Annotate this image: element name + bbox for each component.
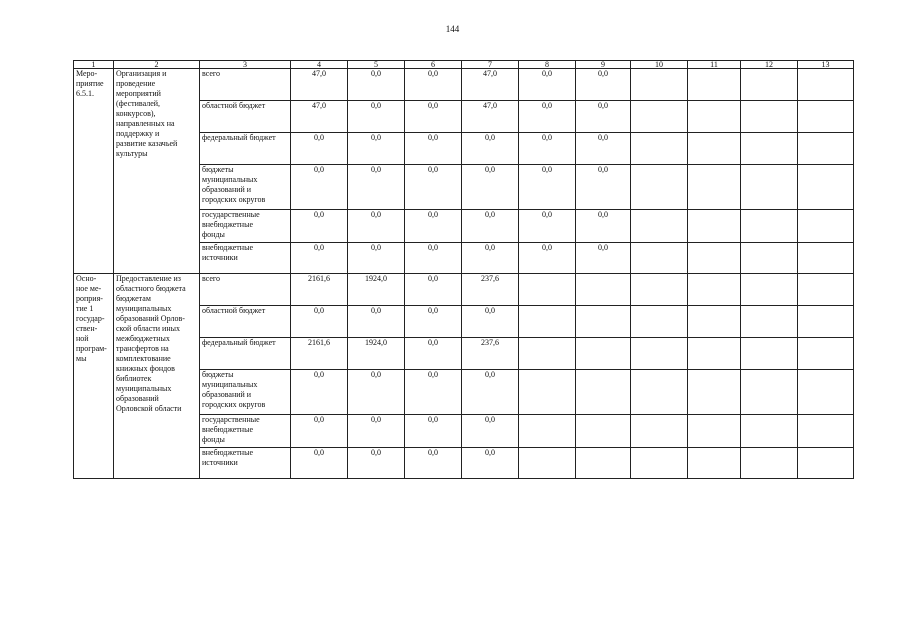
value-cell bbox=[741, 165, 798, 210]
value-cell: 0,0 bbox=[462, 133, 519, 165]
value-cell: 0,0 bbox=[348, 101, 405, 133]
value-cell: 0,0 bbox=[291, 133, 348, 165]
value-cell: 0,0 bbox=[519, 101, 576, 133]
value-cell bbox=[688, 69, 741, 101]
value-cell: 1924,0 bbox=[348, 338, 405, 370]
value-cell: 0,0 bbox=[291, 306, 348, 338]
value-cell bbox=[741, 448, 798, 479]
column-header: 6 bbox=[405, 61, 462, 69]
funding-source-cell: областной бюджет bbox=[200, 101, 291, 133]
value-cell bbox=[798, 69, 854, 101]
value-cell bbox=[631, 133, 688, 165]
value-cell: 0,0 bbox=[405, 101, 462, 133]
funding-source-cell: государственные внебюджетные фонды bbox=[200, 415, 291, 448]
value-cell bbox=[688, 274, 741, 306]
value-cell bbox=[798, 210, 854, 243]
page-number: 144 bbox=[445, 24, 460, 34]
table-row bbox=[74, 274, 854, 306]
value-cell bbox=[519, 338, 576, 370]
value-cell bbox=[798, 338, 854, 370]
value-cell bbox=[688, 338, 741, 370]
value-cell bbox=[576, 448, 631, 479]
value-cell bbox=[576, 370, 631, 415]
funding-source-cell: всего bbox=[200, 274, 291, 306]
value-cell: 0,0 bbox=[576, 133, 631, 165]
value-cell bbox=[741, 370, 798, 415]
column-header: 13 bbox=[798, 61, 854, 69]
activity-description-cell: Предоставление из областного бюджета бюджетам муниципальных образований Орлов- ской области иных межбюджетных трансфертов на комплектование книжных фондов библиотек муниципальных образований Орловской области bbox=[114, 274, 200, 479]
value-cell: 0,0 bbox=[405, 415, 462, 448]
value-cell: 0,0 bbox=[405, 448, 462, 479]
value-cell bbox=[631, 415, 688, 448]
value-cell bbox=[519, 415, 576, 448]
value-cell: 0,0 bbox=[405, 243, 462, 274]
value-cell: 0,0 bbox=[405, 165, 462, 210]
value-cell: 237,6 bbox=[462, 274, 519, 306]
value-cell: 0,0 bbox=[348, 415, 405, 448]
value-cell bbox=[741, 338, 798, 370]
funding-source-cell: бюджеты муниципальных образований и городских округов bbox=[200, 370, 291, 415]
value-cell: 0,0 bbox=[405, 338, 462, 370]
value-cell bbox=[688, 448, 741, 479]
value-cell: 0,0 bbox=[462, 165, 519, 210]
value-cell bbox=[798, 165, 854, 210]
value-cell: 2161,6 bbox=[291, 338, 348, 370]
value-cell bbox=[576, 415, 631, 448]
value-cell bbox=[741, 101, 798, 133]
value-cell: 1924,0 bbox=[348, 274, 405, 306]
value-cell: 0,0 bbox=[291, 210, 348, 243]
value-cell bbox=[519, 370, 576, 415]
value-cell bbox=[631, 243, 688, 274]
value-cell bbox=[631, 210, 688, 243]
value-cell: 47,0 bbox=[291, 69, 348, 101]
value-cell: 0,0 bbox=[519, 210, 576, 243]
value-cell: 0,0 bbox=[576, 165, 631, 210]
value-cell: 0,0 bbox=[348, 448, 405, 479]
value-cell bbox=[631, 101, 688, 133]
value-cell bbox=[688, 370, 741, 415]
value-cell bbox=[798, 243, 854, 274]
value-cell: 0,0 bbox=[405, 274, 462, 306]
funding-source-cell: внебюджетные источники bbox=[200, 448, 291, 479]
column-header: 8 bbox=[519, 61, 576, 69]
column-header: 7 bbox=[462, 61, 519, 69]
value-cell: 0,0 bbox=[291, 415, 348, 448]
value-cell bbox=[741, 69, 798, 101]
value-cell: 0,0 bbox=[348, 69, 405, 101]
value-cell bbox=[631, 274, 688, 306]
value-cell: 0,0 bbox=[291, 448, 348, 479]
value-cell: 0,0 bbox=[348, 243, 405, 274]
value-cell bbox=[631, 69, 688, 101]
value-cell bbox=[741, 274, 798, 306]
column-header: 3 bbox=[200, 61, 291, 69]
column-header: 9 bbox=[576, 61, 631, 69]
value-cell: 0,0 bbox=[405, 370, 462, 415]
funding-source-cell: всего bbox=[200, 69, 291, 101]
value-cell bbox=[688, 210, 741, 243]
value-cell bbox=[798, 306, 854, 338]
value-cell bbox=[798, 370, 854, 415]
value-cell bbox=[519, 274, 576, 306]
value-cell: 0,0 bbox=[462, 415, 519, 448]
budget-table bbox=[73, 60, 854, 479]
value-cell: 0,0 bbox=[348, 210, 405, 243]
value-cell bbox=[798, 415, 854, 448]
value-cell bbox=[576, 274, 631, 306]
value-cell bbox=[798, 274, 854, 306]
value-cell bbox=[741, 243, 798, 274]
value-cell: 0,0 bbox=[348, 133, 405, 165]
value-cell: 0,0 bbox=[576, 69, 631, 101]
value-cell: 0,0 bbox=[405, 306, 462, 338]
value-cell: 2161,6 bbox=[291, 274, 348, 306]
column-header: 4 bbox=[291, 61, 348, 69]
value-cell: 0,0 bbox=[405, 210, 462, 243]
value-cell: 0,0 bbox=[405, 69, 462, 101]
value-cell: 0,0 bbox=[462, 210, 519, 243]
column-header: 10 bbox=[631, 61, 688, 69]
value-cell: 0,0 bbox=[291, 370, 348, 415]
value-cell: 47,0 bbox=[462, 69, 519, 101]
column-header: 11 bbox=[688, 61, 741, 69]
value-cell bbox=[631, 370, 688, 415]
value-cell bbox=[741, 210, 798, 243]
value-cell: 0,0 bbox=[576, 243, 631, 274]
value-cell bbox=[688, 101, 741, 133]
funding-source-cell: областной бюджет bbox=[200, 306, 291, 338]
value-cell bbox=[688, 243, 741, 274]
table-row bbox=[74, 69, 854, 101]
value-cell bbox=[741, 133, 798, 165]
value-cell bbox=[519, 306, 576, 338]
column-header: 12 bbox=[741, 61, 798, 69]
value-cell bbox=[519, 448, 576, 479]
column-header: 1 bbox=[74, 61, 114, 69]
funding-source-cell: внебюджетные источники bbox=[200, 243, 291, 274]
value-cell: 47,0 bbox=[462, 101, 519, 133]
value-cell: 0,0 bbox=[576, 210, 631, 243]
activity-code-cell: Меро- приятие 6.5.1. bbox=[74, 69, 114, 274]
funding-source-cell: государственные внебюджетные фонды bbox=[200, 210, 291, 243]
value-cell bbox=[631, 448, 688, 479]
value-cell: 0,0 bbox=[519, 69, 576, 101]
value-cell: 0,0 bbox=[348, 306, 405, 338]
value-cell: 0,0 bbox=[291, 165, 348, 210]
value-cell bbox=[688, 165, 741, 210]
value-cell bbox=[688, 415, 741, 448]
value-cell bbox=[576, 338, 631, 370]
value-cell bbox=[631, 306, 688, 338]
value-cell bbox=[576, 306, 631, 338]
value-cell bbox=[741, 306, 798, 338]
value-cell: 47,0 bbox=[291, 101, 348, 133]
funding-source-cell: бюджеты муниципальных образований и городских округов bbox=[200, 165, 291, 210]
value-cell: 0,0 bbox=[462, 306, 519, 338]
value-cell bbox=[688, 133, 741, 165]
activity-description-cell: Организация и проведение мероприятий (фестивалей, конкурсов), направленных на поддержку и развитие казачьей культуры bbox=[114, 69, 200, 274]
header-row bbox=[74, 61, 854, 69]
value-cell: 0,0 bbox=[462, 448, 519, 479]
value-cell bbox=[798, 448, 854, 479]
value-cell: 0,0 bbox=[462, 370, 519, 415]
value-cell bbox=[741, 415, 798, 448]
value-cell: 237,6 bbox=[462, 338, 519, 370]
value-cell bbox=[688, 306, 741, 338]
value-cell: 0,0 bbox=[519, 165, 576, 210]
value-cell: 0,0 bbox=[348, 165, 405, 210]
column-header: 2 bbox=[114, 61, 200, 69]
value-cell: 0,0 bbox=[519, 133, 576, 165]
value-cell bbox=[798, 133, 854, 165]
funding-source-cell: федеральный бюджет bbox=[200, 338, 291, 370]
value-cell: 0,0 bbox=[348, 370, 405, 415]
value-cell: 0,0 bbox=[576, 101, 631, 133]
value-cell bbox=[798, 101, 854, 133]
funding-source-cell: федеральный бюджет bbox=[200, 133, 291, 165]
value-cell: 0,0 bbox=[462, 243, 519, 274]
value-cell: 0,0 bbox=[291, 243, 348, 274]
column-header: 5 bbox=[348, 61, 405, 69]
value-cell bbox=[631, 338, 688, 370]
value-cell: 0,0 bbox=[519, 243, 576, 274]
value-cell: 0,0 bbox=[405, 133, 462, 165]
value-cell bbox=[631, 165, 688, 210]
activity-code-cell: Осно- ное ме- роприя- тие 1 государ- ствен- ной програм- мы bbox=[74, 274, 114, 479]
